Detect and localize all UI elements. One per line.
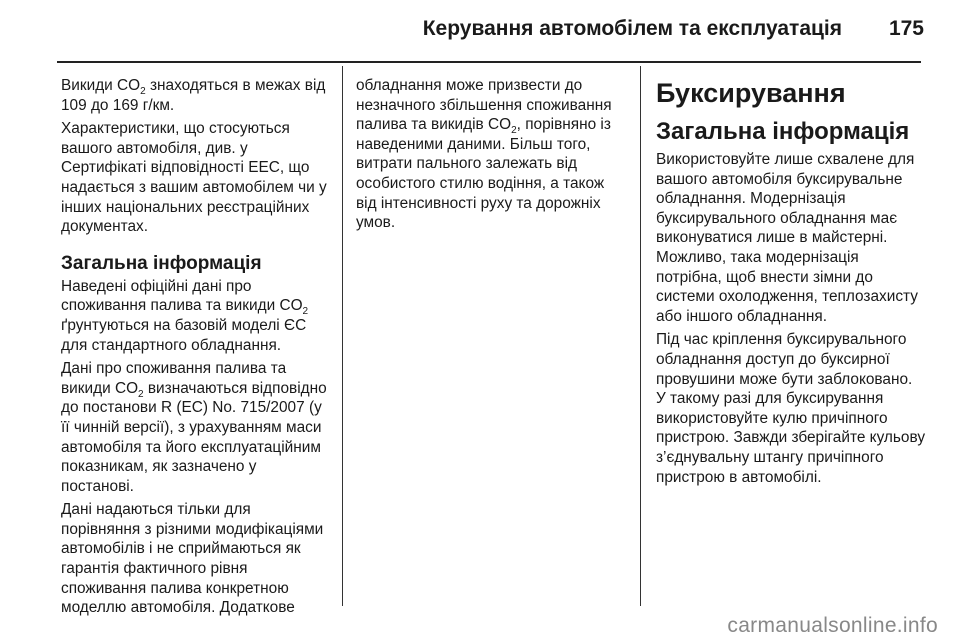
co2-range-paragraph: Викиди $CO_2$ знаходяться в межах від 109 до 169 г/км. [61,77,326,114]
page-number: 175 [888,17,924,40]
watermark: carmanualsonline.info [727,614,938,637]
continuation-paragraph: обладнання може призвести до незначного збільшення споживання палива та викидів $CO_2$, порівняно із наведеними даними. Більш того, витрати пального залежать від особистого стилю водіння, а також від інтенсивності руху та дорожніх умов. [356,77,612,232]
towing-equipment-paragraph: Використовуйте лише схвалене для вашого автомобіля буксирувальне обладнання. Модернізація буксирувального обладнання має виконуватися лише в майстерні. Можливо, така модернізація потрібна, щоб внести зімни до системи охолодження, теплозахисту або іншого обладнання. [656,151,918,325]
column-divider-1 [342,66,343,606]
column-1 [61,76,333,622]
general-info-heading: Загальна інформація [61,252,262,274]
header-rule [57,61,921,63]
comparison-paragraph: Дані надаються тільки для порівняння з різними модифікаціями автомобілів і не сприймаються як гарантія фактичного рівня споживання палива конкретною моделлю автомобіля. Додаткове [61,501,324,617]
towing-title: Буксирування [656,78,846,108]
towing-general-info-heading: Загальна інформація [656,118,910,145]
section-title: Керування автомобілем та експлуатація [422,17,842,40]
towing-eye-paragraph: Під час кріплення буксирувального обладнання доступ до буксирної провушини може бути заблоковано. У такому разі для буксирування використовуйте кулю причіпного пристрою. Завжди зберігайте кульову з’єднувальну штангу причіпного пристрою в автомобілі. [656,331,926,486]
regulation-paragraph: Дані про споживання палива та викиди $CO_2$ визначаються відповідно до постанови R (EC) No. 715/2007 (у її чинній версії), з урахуванням маси автомобіля та його експлуатаційним показникам, як зазначено у постанові. [61,360,327,495]
page-header [0,0,960,62]
official-data-paragraph: Наведені офіційні дані про споживання палива та викиди $CO_2$ ґрунтуються на базовій моделі ЄС для стандартного обладнання. [61,277,309,354]
column-2 [356,76,628,237]
column-divider-2 [640,66,641,606]
column-3 [656,76,926,491]
certificate-paragraph: Характеристики, що стосуються вашого автомобіля, див. у Сертифікаті відповідності ЕЕС, що надається з вашим автомобілем чи у інших національних реєстраційних документах. [61,120,327,236]
